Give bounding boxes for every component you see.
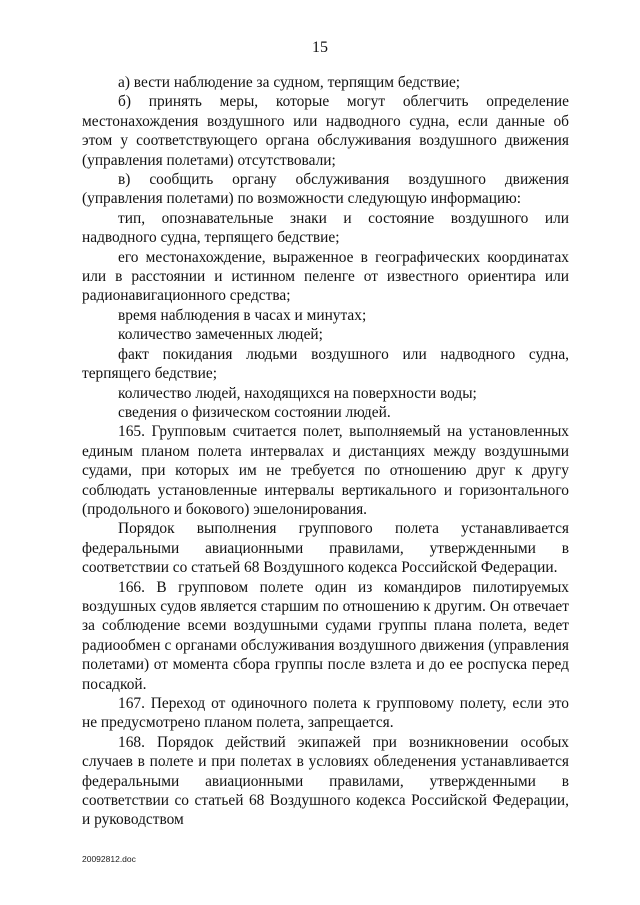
paragraph: время наблюдения в часах и минутах; [118,306,367,324]
paragraph: б) принять меры, которые могут облегчить определение местонахождения воздушного или надводного судна, если данные об этом у соответствующего органа обслуживания воздушного движения (управления полетами) отсутствовали; [82,93,569,169]
paragraph: его местонахождение, выраженное в географических координатах или в расстоянии и истинном пеленге от известного ориентира или радионавигационного средства; [82,248,569,305]
file-code-footer: 20092812.doc [82,854,136,864]
paragraph: количество замеченных людей; [118,326,323,344]
paragraph: в) сообщить органу обслуживания воздушного движения (управления полетами) по возможности следующую информацию: [82,171,569,208]
document-body [82,73,569,830]
paragraph: а) вести наблюдение за судном, терпящим бедствие; [118,74,461,91]
paragraph: сведения о физическом состоянии людей. [118,403,391,421]
paragraph: факт покидания людьми воздушного или надводного судна, терпящего бедствие; [82,345,569,383]
paragraph: Порядок выполнения группового полета устанавливается федеральными авиационными правилами, утвержденными в соответствии со статьей 68 Воздушного кодекса Российской Федерации. [82,520,569,577]
paragraph: количество людей, находящихся на поверхности воды; [118,384,477,402]
paragraph: тип, опознавательные знаки и состояние воздушного или надводного судна, терпящего бедствие; [82,209,569,247]
paragraph: 167. Переход от одиночного полета к групповому полету, если это не предусмотрено планом полета, запрещается. [82,695,569,732]
paragraph: 168. Порядок действий экипажей при возникновении особых случаев в полете и при полетах в условиях обледенения устанавливается федеральными авиационными правилами, утвержденными в соответствии со статьей 68 Воздушного кодекса Российской Федерации, и руководством [82,733,569,829]
paragraph: 165. Групповым считается полет, выполняемый на установленных единым планом полета интервалах и дистанциях между воздушными судами, при которых им не требуется по отношению друг к другу соблюдать установленные интервалы вертикального и горизонтального (продольного и бокового) эшелонирования. [82,423,569,518]
paragraph: 166. В групповом полете один из командиров пилотируемых воздушных судов является старшим по отношению к другим. Он отвечает за соблюдение всеми воздушными судами группы плана полета, ведет радиообмен с органами обслуживания воздушного движения (управления полетами) от момента сбора группы после взлета и до ее роспуска перед посадкой. [82,578,569,693]
page-number: 15 [312,39,328,56]
